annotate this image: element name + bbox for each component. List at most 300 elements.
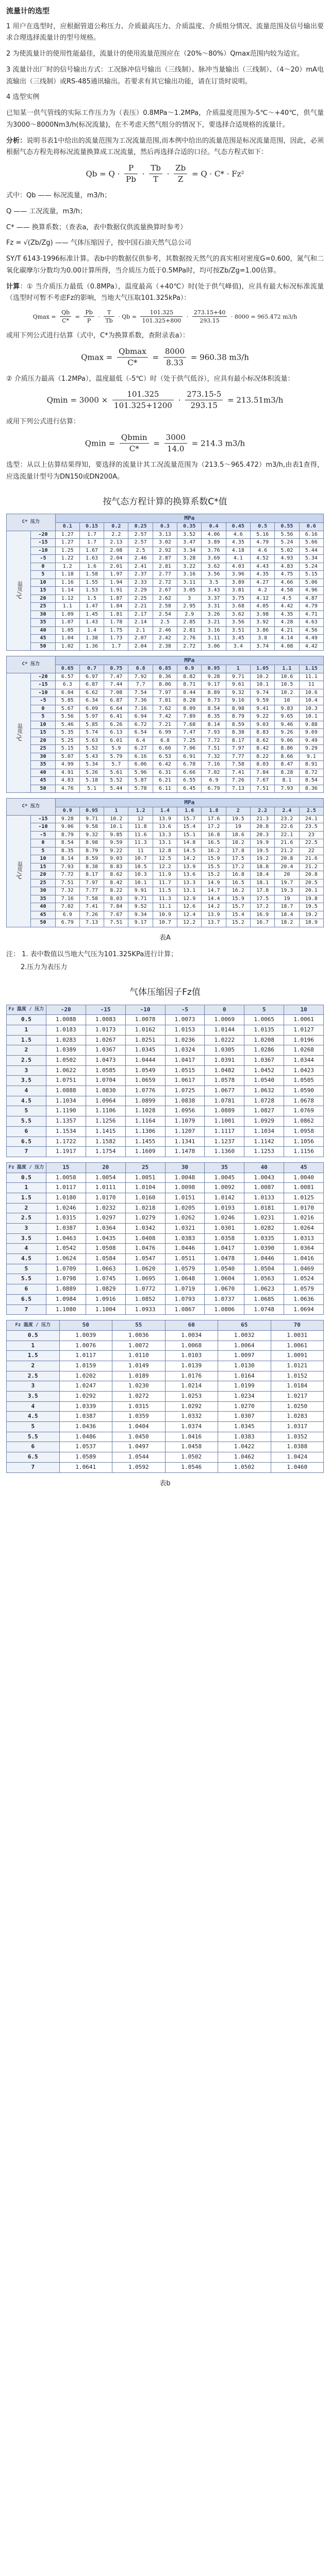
temperature-cell: 0 [31,839,55,848]
coefficient-cell: 5.52 [79,745,104,753]
pressure-header: 0.8 [128,665,153,673]
coefficient-cell: 13.9 [202,911,226,919]
coefficient-cell: 7.51 [250,785,274,793]
pressure-header: 1.2 [128,807,153,816]
temperature-header: 25 [125,1162,165,1173]
fz-value-cell: 1.0435 [86,1233,125,1244]
temperature-header: 5 [244,1005,284,1015]
coefficient-cell: 6.13 [104,729,128,737]
fz-value-cell: 1.0632 [244,1086,284,1096]
table-row [7,689,324,697]
table-row [7,847,324,855]
pressure-cell: 2.5 [7,1213,46,1224]
fz-value-cell: 1.0135 [244,1025,284,1035]
fz-value-cell: 1.0133 [244,1193,284,1203]
coefficient-cell: 2.46 [153,626,177,635]
coefficient-cell: 1.09 [55,611,79,619]
pressure-cell: 2 [7,1361,60,1371]
pressure-cell: 6.5 [7,1452,60,1463]
fz-value-cell: 1.0592 [112,1462,166,1472]
coefficient-cell: 1.7 [79,531,104,539]
fz-value-cell: 1.0578 [205,1076,244,1086]
coefficient-cell: 4.42 [275,603,299,611]
table-row [7,587,324,595]
fz-value-cell: 1.0232 [86,1203,125,1213]
coefficient-cell: 6.55 [177,777,202,785]
coefficient-cell: 4.63 [299,619,323,627]
temperature-header: -5 [165,1005,205,1015]
fz-value-cell: 1.1253 [244,1147,284,1157]
coefficient-cell: 2.57 [128,539,153,547]
coefficient-cell: 8.72 [299,769,323,777]
fz-value-cell: 1.0202 [59,1371,112,1381]
fz-value-cell: 1.0081 [284,1183,324,1193]
coefficient-cell: 8.83 [250,729,274,737]
table-row [7,1193,324,1203]
fz-value-cell: 1.0416 [284,1254,324,1264]
table-row [7,555,324,563]
coefficient-cell: 8.44 [177,689,202,697]
fz-value-cell: 1.0061 [271,1341,324,1351]
fz-value-cell: 1.0231 [244,1213,284,1224]
coefficient-cell: 18.2 [275,919,299,927]
fz-value-cell: 1.0043 [244,1173,284,1183]
fz-value-cell: 1.0473 [86,1056,125,1066]
fz-value-cell: 1.0246 [205,1213,244,1224]
table-b-title: 气体压缩因子Fz值 [129,987,201,997]
coefficient-cell: 6.42 [153,761,177,769]
coefficient-cell: 8.14 [55,855,79,863]
fz-value-cell: 1.0469 [284,1264,324,1274]
coefficient-cell: 5.06 [299,579,323,587]
coefficient-cell: 13.3 [153,831,177,839]
fz-value-cell: 1.0888 [46,1086,86,1096]
coefficient-cell: 3.43 [202,587,226,595]
intro-paragraph: 1 用户在选型时，应根据管道公称压力、介质最高压力、介质温度、介质组分情况、流量范围及信号输出要求合理选择流量计的型号规格。 [6,22,324,42]
coefficient-cell: 6.01 [104,737,128,745]
coefficient-cell: 7.08 [104,689,128,697]
coefficient-cell: 5.56 [275,531,299,539]
fz-value-cell: 1.0253 [165,1392,218,1402]
temperature-cell: 15 [31,729,55,737]
fz-value-cell: 1.0444 [125,1056,165,1066]
fz-value-cell: 1.0540 [205,1264,244,1274]
fz-value-cell: 1.0769 [284,1106,324,1116]
fz-value-cell: 1.0677 [205,1086,244,1096]
fz-value-cell: 1.0345 [125,1045,165,1056]
coefficient-cell: 1.87 [104,595,128,603]
coefficient-cell: 14.8 [177,839,202,848]
table-row [7,1025,324,1035]
intro-paragraph: 3 流量计出厂时的信号输出方式：工况脉冲信号输出（三线制）、脉冲当量输出（三线制）、（4～20）mA电流输出（三线制）或RS-485通讯输出。若要求有其它输出功能，请在订货时说明。 [6,65,324,86]
coefficient-cell: 5.67 [55,705,79,713]
pressure-cell: 6.5 [7,1294,46,1304]
fz-value-cell: 1.0358 [205,1233,244,1244]
pressure-header: 1.8 [202,807,226,816]
pressure-header: 1.4 [153,807,177,816]
coefficient-cell: 6.4 [128,737,153,745]
fz-value-cell: 1.0076 [59,1341,112,1351]
temperature-cell: -15 [31,681,55,689]
coefficient-cell: 8.03 [104,895,128,903]
fz-value-cell: 1.0039 [59,1330,112,1341]
pressure-header: 0.9 [55,807,79,816]
coefficient-cell: 23.5 [299,823,323,832]
fz-value-cell: 1.1001 [205,1116,244,1127]
fz-value-cell: 1.0476 [125,1244,165,1254]
coefficient-cell: 1.12 [55,595,79,603]
coefficient-cell: 6.11 [153,785,177,793]
coefficient-cell: 6.66 [153,745,177,753]
fz-value-cell: 1.0230 [112,1381,166,1392]
coefficient-cell: 7.06 [177,745,202,753]
coefficient-cell: 9.49 [299,737,323,745]
table-unit-header: MPa [55,656,323,665]
coefficient-cell: 8.98 [226,705,250,713]
table-row [7,1361,324,1371]
fz-value-cell: 1.1341 [165,1137,205,1147]
coefficient-cell: 22.6 [275,823,299,832]
fz-value-cell: 1.0092 [205,1183,244,1193]
coefficient-cell: 3.92 [250,619,274,627]
table-row [7,681,324,689]
coefficient-cell: 4.58 [275,587,299,595]
coefficient-cell: 7.7 [128,681,153,689]
coefficient-cell: 9.03 [104,855,128,863]
fz-value-cell: 1.0091 [271,1351,324,1361]
coefficient-cell: 1.81 [104,611,128,619]
fz-value-cell: 1.0268 [284,1045,324,1056]
temperature-cell: 20 [31,595,55,603]
fz-value-cell: 1.0342 [125,1224,165,1234]
coefficient-cell: 8.36 [153,673,177,681]
fz-table-block [6,1162,324,1315]
coefficient-cell: 11.5 [153,887,177,895]
pressure-cell: 3 [7,1065,46,1076]
coefficient-cell: 3.11 [177,579,202,587]
fz-table-block [6,1320,324,1472]
pressure-header: 0.15 [79,523,104,531]
calc-label: 计算 [6,282,20,291]
fz-value-cell: 1.0170 [284,1203,324,1213]
temperature-cell: -20 [31,673,55,681]
coefficient-cell: 8.86 [275,745,299,753]
pressure-cell: 0.5 [7,1173,46,1183]
fz-value-cell: 1.0339 [59,1401,112,1412]
fz-value-cell: 1.0344 [284,1056,324,1066]
fz-value-cell: 1.0364 [284,1244,324,1254]
table-header-row [7,799,324,807]
coefficient-cell: 20.8 [275,855,299,863]
table-row [7,1086,324,1096]
coefficient-cell: 9.91 [128,887,153,895]
pressure-header: 0.1 [55,523,79,531]
coefficient-cell: 7.02 [202,769,226,777]
pressure-header: 1.15 [299,665,323,673]
coefficient-cell: 10.2 [104,815,128,823]
pressure-cell: 4 [7,1244,46,1254]
fz-value-cell: 1.0452 [244,1065,284,1076]
coefficient-cell: 15.9 [226,895,250,903]
coefficient-cell: 13.6 [177,871,202,879]
coefficient-cell: 3.31 [202,603,226,611]
coefficient-cell: 7.47 [104,673,128,681]
coefficient-cell: 6.87 [79,681,104,689]
fz-value-cell: 1.0830 [86,1086,125,1096]
pressure-header: 0.95 [79,807,104,816]
table-row [7,1173,324,1183]
table-row [7,1116,324,1127]
coefficient-cell: 2.87 [153,555,177,563]
coefficient-cell: 6.97 [79,673,104,681]
coefficient-cell: 1.63 [79,555,104,563]
fz-value-cell: 1.0374 [165,1422,218,1432]
table-row [7,713,324,721]
coefficient-cell: 3.56 [226,619,250,627]
fz-value-cell: 1.0547 [125,1254,165,1264]
coefficient-cell: 13.9 [153,815,177,823]
coefficient-cell: 10.1 [128,879,153,887]
coefficient-cell: 3.13 [153,531,177,539]
pressure-header: 2.5 [299,807,323,816]
coefficient-cell: 14.7 [202,887,226,895]
table-row [7,1147,324,1157]
fz-value-cell: 1.0199 [218,1381,271,1392]
temperature-cell: 30 [31,753,55,761]
coefficient-cell: 5.34 [79,761,104,769]
fz-value-cell: 1.1237 [205,1137,244,1147]
fz-value-cell: 1.0064 [218,1341,271,1351]
fz-value-cell: 1.0218 [125,1203,165,1213]
fz-value-cell: 1.0345 [218,1422,271,1432]
fz-value-cell: 1.0728 [244,1096,284,1106]
coefficient-cell: 7.67 [104,911,128,919]
pressure-cell: 1.5 [7,1193,46,1203]
pressure-header: 2 [226,807,250,816]
coefficient-cell: 8.91 [299,761,323,769]
coefficient-cell: 4.52 [250,555,274,563]
coefficient-cell: 2.04 [104,555,128,563]
temperature-cell: -5 [31,697,55,705]
coefficient-cell: 23.2 [275,815,299,823]
coefficient-cell: 2.85 [177,619,202,627]
coefficient-cell: 5.35 [55,729,79,737]
coefficient-cell: 13.9 [177,863,202,871]
coefficient-cell: 9.03 [250,721,274,729]
pressure-cell: 4 [7,1086,46,1096]
fz-value-cell: 1.0829 [86,1284,125,1295]
coefficient-cell: 7.16 [128,705,153,713]
coefficient-cell: 20 [275,871,299,879]
fz-value-cell: 1.0867 [165,1304,205,1315]
temperature-cell: 10 [31,579,55,587]
fz-value-cell: 1.0048 [165,1173,205,1183]
table-row [7,1126,324,1137]
coefficient-cell: 6.16 [299,531,323,539]
table-unit-header: MPa [55,514,323,523]
coefficient-cell: 14.4 [202,895,226,903]
fz-value-cell: 1.0508 [86,1244,125,1254]
fz-value-cell: 1.0367 [244,1056,284,1066]
coefficient-cell: 1.45 [79,611,104,619]
fz-value-cell: 1.0078 [125,1015,165,1025]
coefficient-cell: 7.77 [226,753,250,761]
coefficient-cell: 1.73 [104,635,128,643]
table-row [7,1304,324,1315]
temperature-cell: 10 [31,721,55,729]
coefficient-cell: 8.03 [250,761,274,769]
fz-value-cell: 1.0144 [205,1025,244,1035]
fz-equals: = [15,239,22,247]
coefficient-cell: 4.14 [275,635,299,643]
coefficient-cell: 1.16 [55,579,79,587]
coefficient-cell: 8.47 [275,761,299,769]
coefficient-cell: 6.45 [177,785,202,793]
qmin-alt-text: 或用下列公式进行估算： [6,418,80,426]
coefficient-cell: 3.02 [153,539,177,547]
fz-value-cell: 1.0321 [165,1224,205,1234]
fz-value-cell: 1.1360 [205,1147,244,1157]
coefficient-cell: 1.02 [55,642,79,651]
coefficient-cell: 3.34 [177,547,202,555]
fz-value-cell: 1.1106 [86,1106,125,1116]
coefficient-cell: 5.15 [299,571,323,579]
temperature-cell: 50 [31,642,55,651]
coefficient-cell: 1.7 [79,539,104,547]
fz-value-cell: 1.0222 [205,1035,244,1045]
coefficient-cell: 9.06 [55,823,79,832]
coefficient-cell: 10.2 [275,689,299,697]
temperature-cell: 5 [31,571,55,579]
fz-value-cell: 1.0956 [165,1106,205,1116]
fz-value-cell: 1.0423 [284,1065,324,1076]
coefficient-cell: 6.8 [153,737,177,745]
fz-root: √(Zb/Zg) [23,239,53,247]
table-row [7,1392,324,1402]
coefficient-cell: 8.28 [275,769,299,777]
coefficient-cell: 16.5 [202,839,226,848]
coefficient-cell: 2.21 [128,603,153,611]
fz-value-cell: 1.0103 [165,1351,218,1361]
fz-value-cell: 1.0315 [46,1213,86,1224]
coefficient-cell: 4.05 [250,603,274,611]
conclusion-paragraph: 选型：从以上估算结果得知，要选择的流量计其工况流量范围为（213.5～965.472）m3/h,由表1查得，应选流量计型号为DN150或DN200A。 [6,461,324,481]
temperature-header: 70 [271,1320,324,1331]
coefficient-cell: 7.93 [275,785,299,793]
coefficient-cell: 2.2 [104,531,128,539]
coefficient-cell: 1.91 [104,587,128,595]
fz-value-cell: 1.0307 [218,1412,271,1422]
table-row [7,871,324,879]
fz-value-cell: 1.0446 [244,1254,284,1264]
coefficient-cell: 15.4 [226,911,250,919]
coefficient-cell: 15.2 [202,871,226,879]
coefficient-cell: 13.1 [177,887,202,895]
coefficient-cell: 11.7 [153,879,177,887]
temperature-header: 45 [284,1162,324,1173]
table-row [7,721,324,729]
coefficient-cell: 4.91 [55,769,79,777]
table-row [7,571,324,579]
coefficient-cell: 7.32 [55,887,79,895]
coefficient-cell: 8.09 [177,705,202,713]
coefficient-cell: 20.1 [299,887,323,895]
coefficient-cell: 5.44 [104,785,128,793]
table-row [7,1096,324,1106]
fz-value-cell: 1.0563 [244,1274,284,1284]
eq-rhs: = Q · C* · Fz² [191,169,244,179]
eq-q: Q [108,169,115,179]
fz-value-cell: 1.1004 [86,1304,125,1315]
coefficient-cell: 3.06 [202,642,226,651]
coefficient-cell: 6.54 [128,729,153,737]
coefficient-cell: 1.47 [79,603,104,611]
coefficient-cell: 8.79 [55,831,79,839]
intro-paragraphs [6,21,324,131]
coefficient-cell: 1.25 [55,547,79,555]
coefficient-cell: 1.4 [79,626,104,635]
fz-value-cell: 1.0317 [271,1422,324,1432]
coefficient-cell: 2.46 [128,555,153,563]
temperature-cell: 15 [31,863,55,871]
fz-value-cell: 1.0964 [86,1096,125,1106]
coefficient-cell: 8.62 [250,737,274,745]
coefficient-cell: 2.95 [177,603,202,611]
coefficient-cell: 6.87 [104,697,128,705]
coefficient-cell: 8.17 [226,737,250,745]
fz-value-cell: 1.0460 [271,1462,324,1472]
coefficient-cell: 2.72 [177,642,202,651]
coefficient-cell: 9.69 [299,729,323,737]
pressure-header: 2.4 [275,807,299,816]
fz-value-cell: 1.0036 [112,1330,166,1341]
coefficient-cell: 10.1 [104,823,128,832]
coefficient-cell: 10.5 [275,681,299,689]
coefficient-cell: 7.13 [79,919,104,927]
pressure-cell: 3.5 [7,1076,46,1086]
fz-value-cell: 1.0390 [244,1244,284,1254]
temperature-cell: 35 [31,619,55,627]
table-b [6,1005,324,1473]
coefficient-cell: 1.27 [55,539,79,547]
fz-value-cell: 1.0208 [244,1035,284,1045]
coefficient-cell: 5.79 [104,753,128,761]
coefficient-cell: 6.79 [202,785,226,793]
coefficient-cell: 9.71 [226,673,250,681]
table-header-row [7,1320,324,1331]
pressure-cell: 0.5 [7,1330,60,1341]
coefficient-cell: 7.16 [202,761,226,769]
fz-value-cell: 1.0899 [125,1096,165,1106]
qmin-alt-equation: Qmin = $\frac{Qbmin}{C*}$ = $\frac{3000}{14.0}$ = 214.3 m3/h [85,433,245,454]
fz-value-cell: 1.0073 [165,1015,205,1025]
temperature-cell: 15 [31,587,55,595]
fz-value-cell: 1.0585 [86,1065,125,1076]
coefficient-cell: 10 [275,697,299,705]
qmax-alt-text: 或用下列公式进行估算（式中，C*为换算系数，查附录表a）： [6,331,190,340]
fz-value-cell: 1.0387 [59,1412,112,1422]
fz-value-cell: 1.0446 [165,1244,205,1254]
table-header-row [7,1005,324,1015]
temperature-cell: 30 [31,611,55,619]
coefficient-cell: 1.36 [79,642,104,651]
table-row [7,769,324,777]
coefficient-cell: 1.53 [79,587,104,595]
pressure-cell: 5 [7,1106,46,1116]
coefficient-cell: 4.49 [299,635,323,643]
coefficient-cell: 18.8 [250,863,274,871]
coefficient-cell: 5.24 [275,539,299,547]
